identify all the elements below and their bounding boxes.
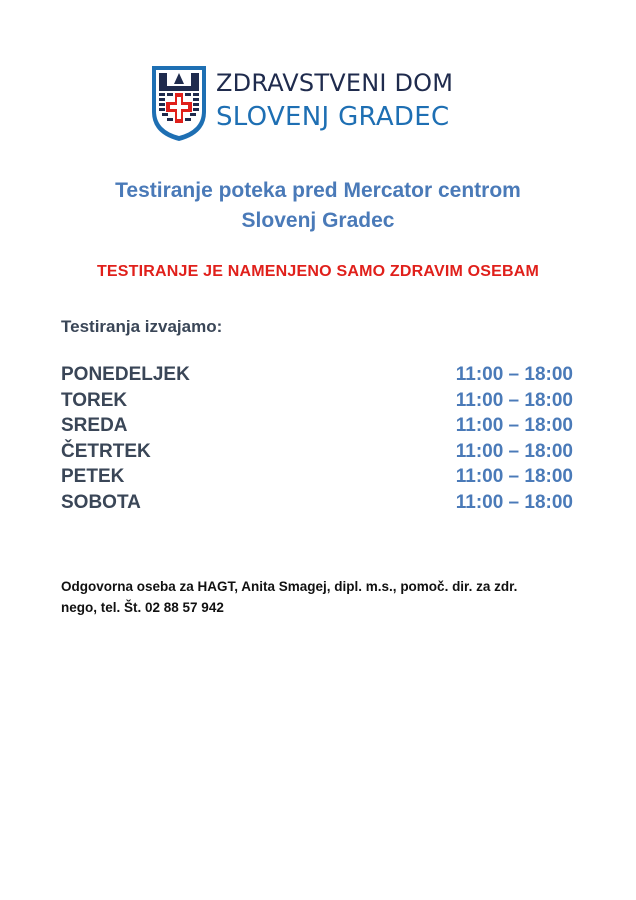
shield-castle-cross-icon [150,64,208,142]
schedule-day: SOBOTA [61,491,141,513]
schedule-row [61,492,573,518]
schedule-table [61,364,573,517]
contact-footer [61,576,571,618]
title-line-1: Testiranje poteka pred Mercator centrom [115,179,521,202]
schedule-day: SREDA [61,415,128,436]
intro-text: Testiranja izvajamo: [61,317,223,336]
schedule-hours: 11:00 – 18:00 [455,415,573,436]
logo-title: ZDRAVSTVENI DOM [216,69,454,97]
schedule-hours: 11:00 – 18:00 [455,389,573,411]
schedule-day: ČETRTEK [61,440,151,462]
footer-line-1: Odgovorna oseba za HAGT, Anita Smagej, dipl. m.s., pomoč. dir. za zdr. [61,579,518,594]
schedule-hours: 11:00 – 18:00 [455,364,573,385]
title-line-2: Slovenj Gradec [241,209,395,232]
schedule-hours: 11:00 – 18:00 [455,440,573,462]
schedule-day: PONEDELJEK [61,364,190,385]
schedule-row [61,441,573,467]
schedule-row [61,466,573,492]
schedule-day: TOREK [61,389,128,411]
schedule-hours: 11:00 – 18:00 [455,491,573,513]
schedule-row [61,415,573,441]
logo-subtitle: SLOVENJ GRADEC [216,102,450,132]
schedule-row [61,390,573,416]
schedule-row [61,364,573,390]
footer-line-2: nego, tel. Št. 02 88 57 942 [61,600,224,615]
warning-notice: TESTIRANJE JE NAMENJENO SAMO ZDRAVIM OSEBAM [96,263,540,280]
schedule-hours: 11:00 – 18:00 [455,466,573,487]
page-title [0,176,636,236]
logo [150,64,490,144]
schedule-day: PETEK [61,466,125,487]
